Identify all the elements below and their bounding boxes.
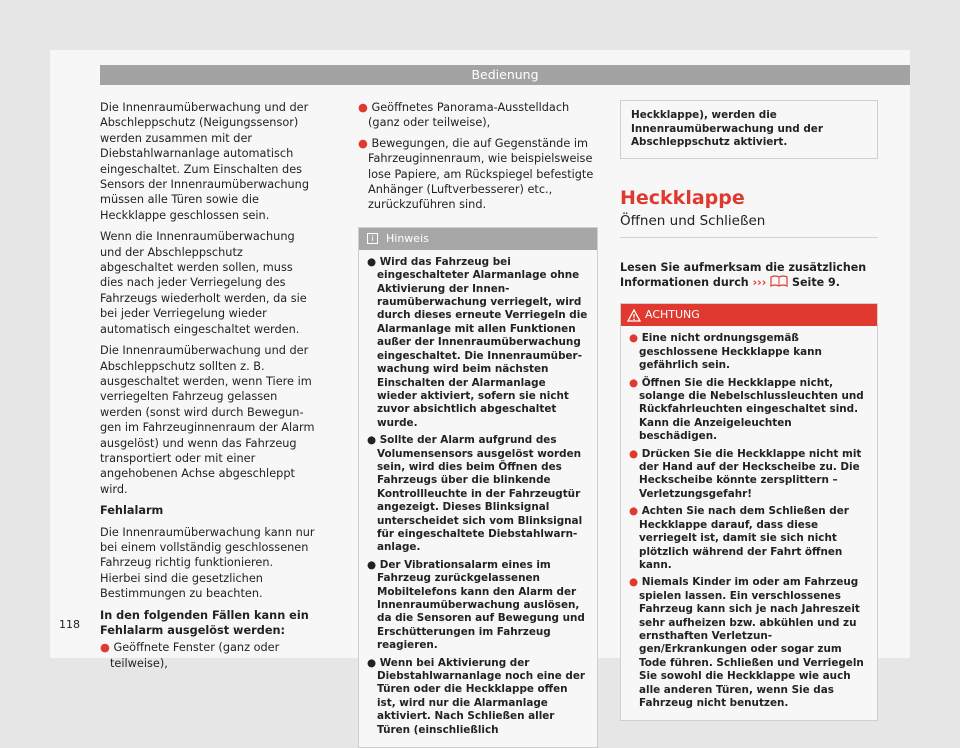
bullet-dot-icon: ● xyxy=(358,101,368,114)
bullet-dot-icon: ● xyxy=(367,434,377,447)
paragraph-lead: In den folgenden Fällen kann ein Fehlalarm ausgelöst werden: xyxy=(100,608,309,637)
section-title: Heckklappe xyxy=(620,186,745,209)
bullet-dot-icon: ● xyxy=(367,656,377,669)
bullet-item: ● Geöffnete Fenster (ganz oder teilweise), xyxy=(100,641,280,670)
book-icon xyxy=(770,275,788,291)
warning-item: ● Eine nicht ordnungsgemäß geschlossene Heckklappe kann gefährlich sein. xyxy=(629,332,822,372)
warning-item: ● Achten Sie nach dem Schließen der Heckklappe darauf, dass diese verriegelt ist, damit sie sich nicht plötzlich während der Fahrt öffnen kann. xyxy=(629,505,849,571)
arrow-icon: ››› xyxy=(752,276,767,290)
note-item: ● Sollte der Alarm aufgrund des Volumensensors ausgelöst worden sein, wird dies beim Öffnen des Fahrzeugs über die blinkende Kontrollleuchte in der Fahrzeugtür angezeigt. Dieses Blinksignal unterscheidet sich vom Blinksignal für eingeschaltete Diebstahlwarnanlage. xyxy=(367,434,583,554)
continued-note-box: Heckklappe), werden die Innenraumüberwachung und der Abschleppschutz aktiviert. xyxy=(620,100,878,159)
manual-page xyxy=(50,50,910,736)
warning-triangle-icon xyxy=(627,308,641,330)
bullet-dot-icon: ● xyxy=(358,136,368,150)
bullet-item: ● Bewegungen, die auf Gegenstände im Fahrzeuginnenraum, wie beispielsweise lose Papiere, am Rückspiegel befestigte Anhänger (Luftverbesserer) etc., zurückzuführen sind. xyxy=(358,136,594,212)
paragraph: Die Innenraumüberwachung kann nur bei einem vollständig geschlossenen Fahrzeug richtig funktionieren. Hierbei sind die gesetzlichen Bestimmungen zu beachten. xyxy=(100,525,315,601)
reference-lead: Lesen Sie aufmerksam die zusätzlichen Informationen durch ››› Seite 9. xyxy=(620,260,878,292)
paragraph: Wenn die Innenraumüberwachung und der Abschleppschutz abgeschaltet werden sollen, muss dies nach jeder Verriegelung des Fahrzeugs wiederholt werden, da sie bei jeder Verriegelung wieder automatisch eingeschaltet werden. xyxy=(100,230,307,336)
note-item: ● Wird das Fahrzeug bei eingeschalteter Alarmanlage ohne Aktivierung der Innenraumüberwachung verriegelt, wird durch dieses erneute Verriegeln die Alarmanlage mit allen Funktionen außer der Innenraumüberwachung eingeschaltet. Die Innenraumüberwachung wird beim nächsten Einschalten der Alarmanlage wieder aktiviert, sofern sie nicht zuvor absichtlich abgeschaltet wurde. xyxy=(367,255,588,429)
section-subtitle: Öffnen und Schließen xyxy=(620,214,878,237)
warning-body xyxy=(621,326,877,720)
warning-header: ACHTUNG xyxy=(621,304,877,326)
info-icon: i xyxy=(367,233,378,244)
warning-item: ● Niemals Kinder im oder am Fahrzeug spielen lassen. Ein verschlossenes Fahrzeug kann sich je nach Jahreszeit sehr aufheizen bzw. abkühlen und zu ernsthaften Verletzungen/Erkrankungen oder sogar zum Tode führen. Schließen und Verriegeln Sie sowohl die Heckklappe wie auch alle anderen Türen, wenn Sie das Fahrzeug nicht benutzen. xyxy=(629,576,864,709)
warning-item: ● Öffnen Sie die Heckklappe nicht, solange die Nebelschlussleuchten und Rückfahrleuchten eingeschaltet sind. Kann die Anzeigeleuchten beschädigen. xyxy=(629,376,864,443)
page-number: 118 xyxy=(59,618,80,631)
note-body xyxy=(359,250,597,747)
note-header: i Hinweis xyxy=(359,228,597,250)
bullet-dot-icon: ● xyxy=(629,376,639,389)
bullet-dot-icon: ● xyxy=(367,558,377,571)
bullet-dot-icon: ● xyxy=(629,332,639,345)
section-header: Bedienung xyxy=(100,65,910,85)
bullet-dot-icon: ● xyxy=(629,576,639,589)
page-reference-link[interactable]: Seite 9. xyxy=(792,276,840,290)
bullet-item: ● Geöffnetes Panorama-Ausstelldach (ganz oder teilweise), xyxy=(358,101,570,130)
bullet-dot-icon: ● xyxy=(629,447,639,460)
note-item: ● Wenn bei Aktivierung der Diebstahlwarnanlage noch eine der Türen oder die Heckklappe offen ist, wird nur die Alarmanlage aktiviert. Nach Schließen aller Türen (einschließlich xyxy=(367,656,586,736)
bullet-dot-icon: ● xyxy=(367,255,377,268)
warning-item: ● Drücken Sie die Heckklappe nicht mit der Hand auf der Heckscheibe zu. Die Heckscheibe könnte zersplittern – Verletzungsgefahr! xyxy=(629,447,862,500)
subheading-fehlalarm: Fehlalarm xyxy=(100,504,164,518)
paragraph: Die Innenraumüberwachung und der Abschleppschutz sollten z. B. ausgeschaltet werden, wenn Tiere im verriegelten Fahrzeug gelassen werden (sonst wird durch Bewegungen im Fahrzeuginnenraum der Alarm ausgelöst) und wenn das Fahrzeug transportiert oder mit einer angehobenen Achse abgeschleppt wird. xyxy=(100,344,315,496)
bullet-dot-icon: ● xyxy=(629,505,639,518)
column-2 xyxy=(358,100,598,748)
note-item: ● Der Vibrationsalarm eines im Fahrzeug zurückgelassenen Mobiltelefons kann den Alarm der Innenraumüberwachung auslösen, da die Sensoren auf Bewegung und Erschütterungen im Fahrzeug reagieren. xyxy=(367,558,585,652)
bullet-dot-icon: ● xyxy=(100,641,110,655)
column-1 xyxy=(100,100,316,676)
warning-box xyxy=(620,303,878,721)
note-box xyxy=(358,227,598,748)
column-3 xyxy=(620,100,878,721)
paragraph: Die Innenraumüberwachung und der Abschleppschutz (Neigungssensor) werden zusammen mit der Diebstahlwarnanlage automatisch eingeschaltet. Zum Einschalten des Sensors der Innenraumüberwachung müssen alle Türen sowie die Heckklappe geschlossen sein. xyxy=(100,101,309,222)
